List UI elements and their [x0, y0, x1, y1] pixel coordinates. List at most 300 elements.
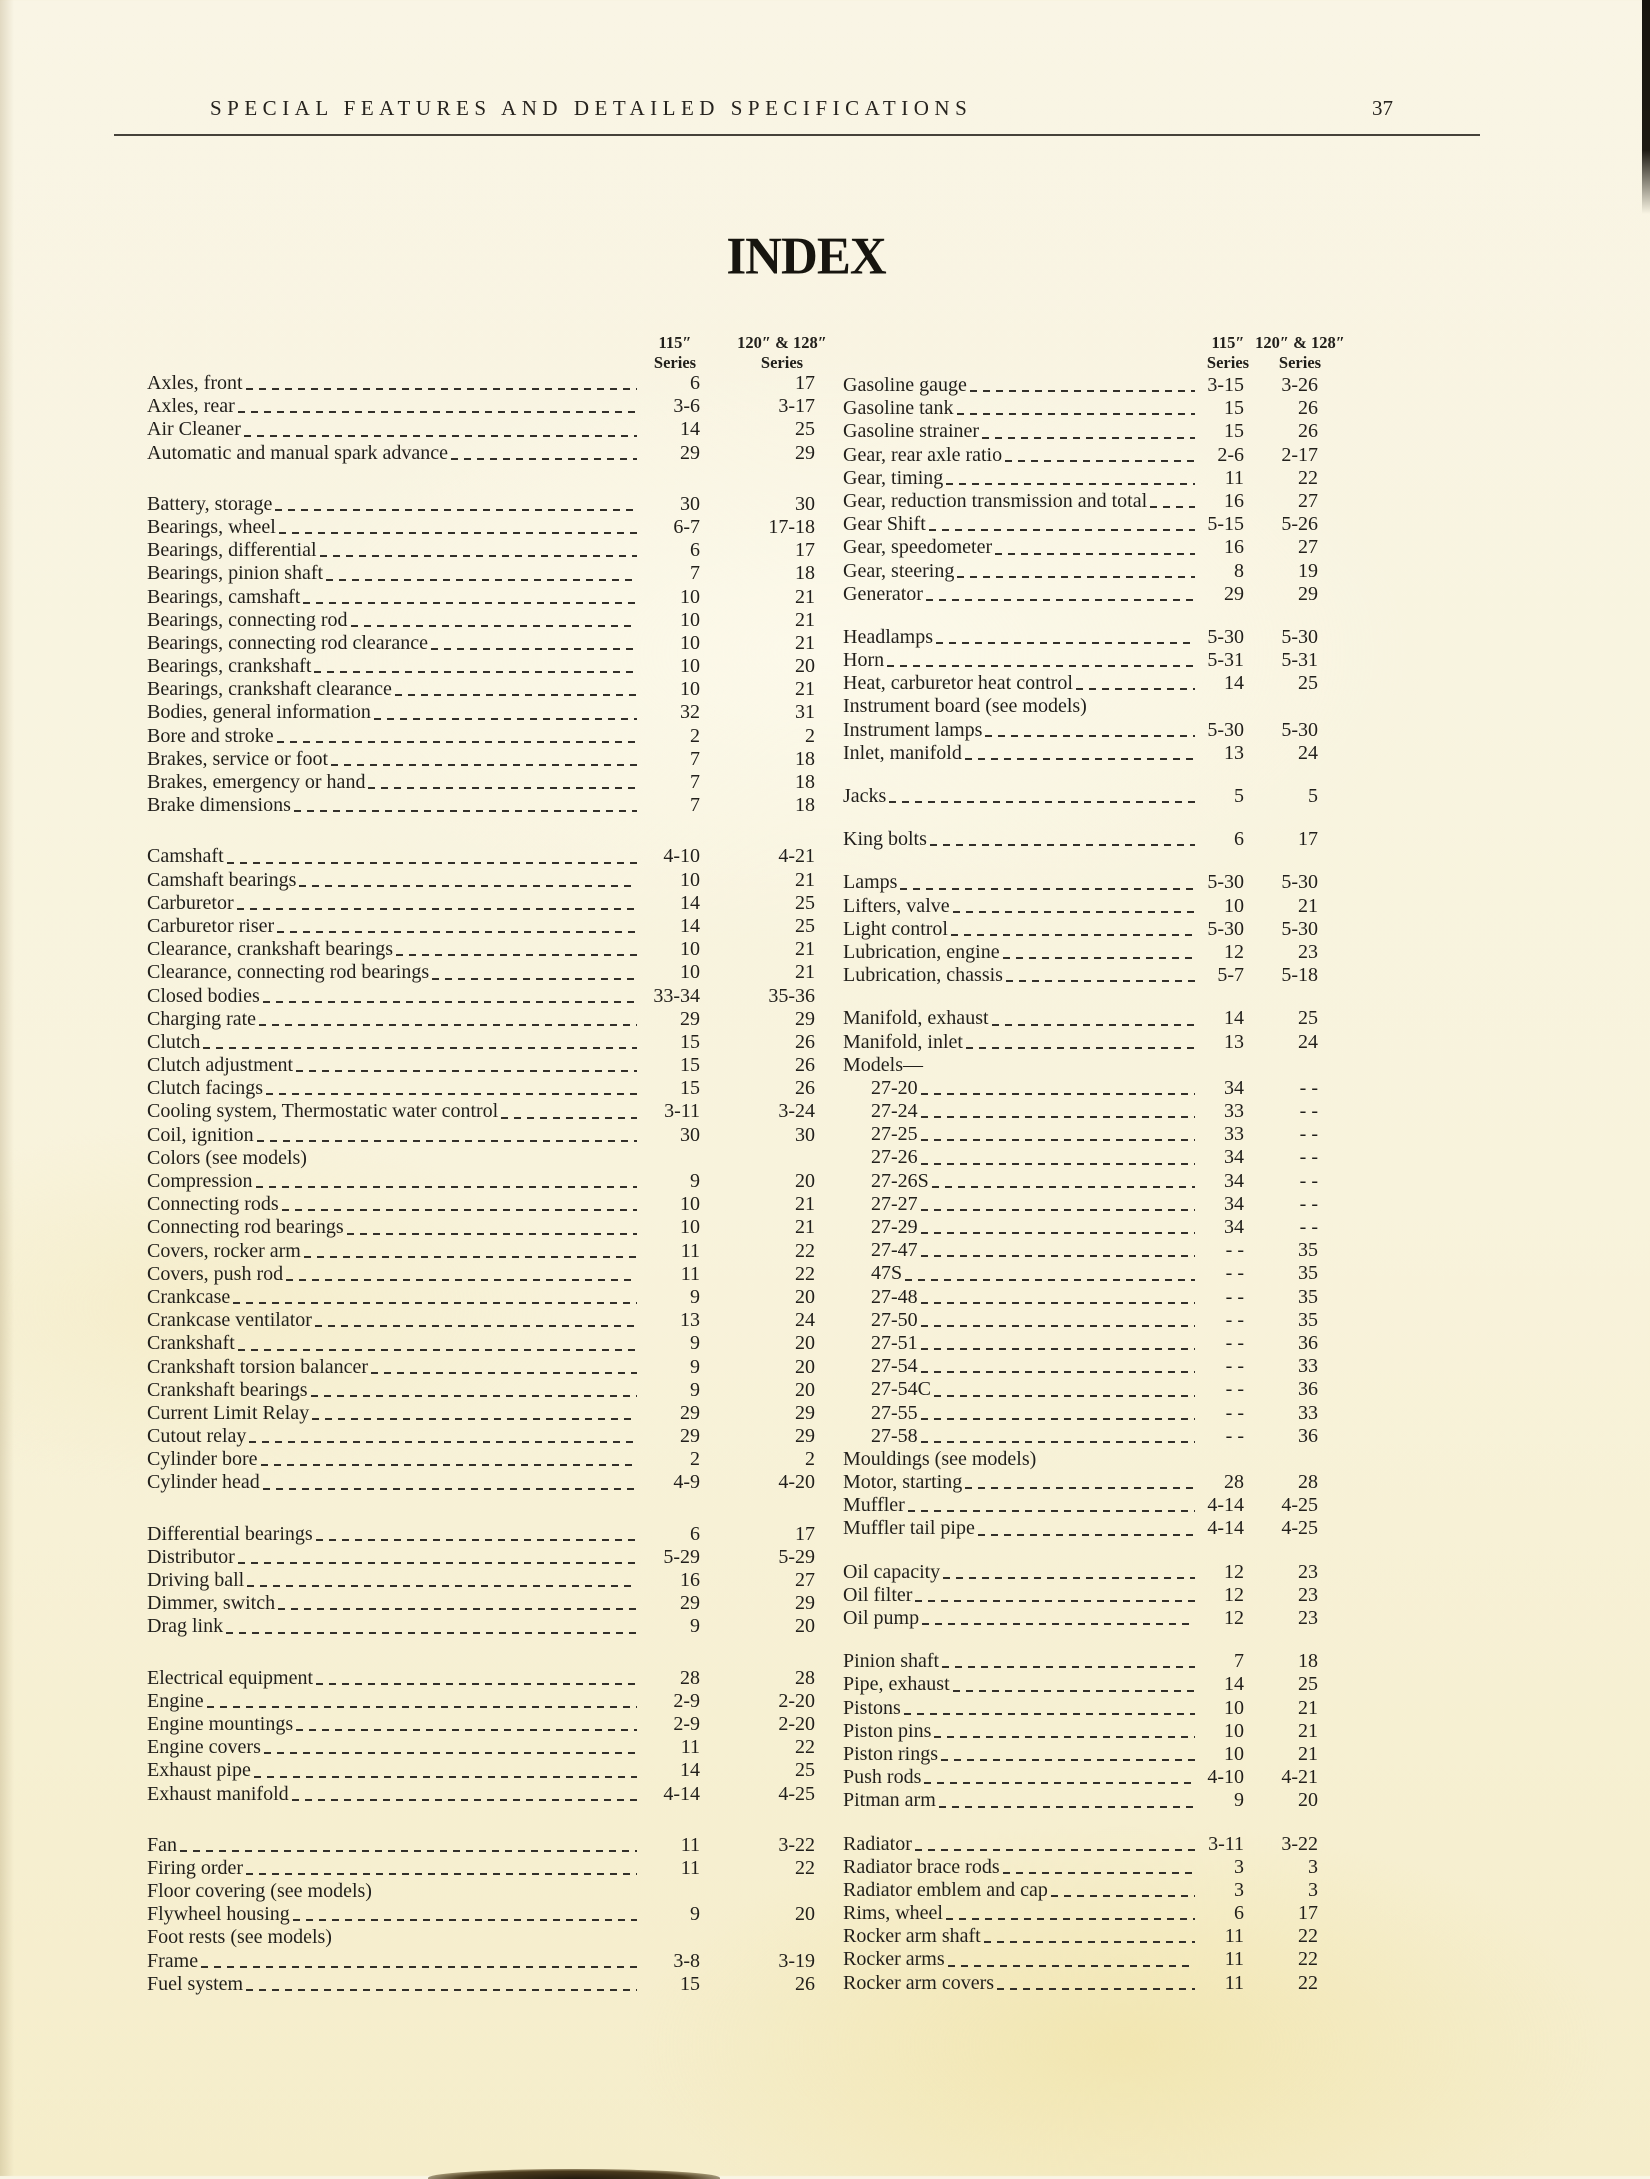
series1-page: 16: [1224, 489, 1244, 512]
entry-label: Exhaust pipe: [147, 1759, 251, 1782]
dot-leader: [985, 735, 1195, 737]
index-row: [843, 1833, 1318, 1856]
index-row: [147, 1170, 815, 1193]
index-group: [147, 1667, 815, 1806]
entry-label: Crankshaft bearings: [147, 1378, 308, 1401]
series2-page: 3-17: [778, 395, 815, 418]
dot-leader: [946, 1918, 1195, 1920]
series1-page: 5-30: [1207, 871, 1244, 894]
series2-page: [1244, 695, 1318, 718]
entry-label: Oil capacity: [843, 1560, 941, 1583]
index-row: [843, 1425, 1318, 1448]
series1-page: 16: [1224, 536, 1244, 559]
entry-label: 27-54C: [871, 1378, 931, 1401]
index-group: [147, 372, 815, 465]
series1-page: 9: [690, 1285, 700, 1308]
row-spacer: [923, 1054, 1200, 1077]
series1-page: 8: [1234, 559, 1244, 582]
series1-page: 9: [690, 1170, 700, 1192]
series1-page: 4-10: [663, 845, 700, 868]
series2-page: 4-25: [778, 1782, 815, 1805]
index-row: [147, 1216, 815, 1239]
dot-leader: [997, 1988, 1195, 1990]
dot-leader: [921, 1139, 1195, 1141]
index-row: [843, 1355, 1318, 1378]
dot-leader: [929, 529, 1195, 531]
entry-label: Engine covers: [147, 1736, 261, 1759]
entry-label: Axles, rear: [147, 395, 235, 418]
dot-leader: [431, 648, 637, 650]
index-row: [147, 1124, 815, 1147]
index-row: [843, 1972, 1318, 1995]
entry-label: Generator: [843, 582, 923, 605]
series1-page: 3-11: [664, 1100, 700, 1123]
entry-label: Manifold, exhaust: [843, 1007, 989, 1030]
index-row: [147, 1008, 815, 1031]
entry-label: Bearings, pinion shaft: [147, 562, 324, 585]
entry-label: Bore and stroke: [147, 724, 274, 747]
index-row: [147, 1379, 815, 1402]
series1-page: 11: [680, 1856, 700, 1879]
dot-leader: [347, 1233, 637, 1235]
series1-page: 10: [680, 608, 700, 631]
dot-leader: [246, 1989, 637, 1991]
entry-label: Air Cleaner: [147, 418, 241, 441]
series1-page: 6: [690, 372, 700, 394]
series1-page: 10: [680, 655, 700, 678]
dot-leader: [247, 1585, 637, 1587]
index-row: [147, 1286, 815, 1309]
dot-leader: [921, 1255, 1195, 1257]
series2-page: 27: [1298, 489, 1318, 512]
index-row: [843, 828, 1318, 851]
index-row: [147, 1880, 815, 1903]
dot-leader: [951, 934, 1195, 936]
dot-leader: [299, 885, 637, 887]
entry-label: Crankcase: [147, 1285, 231, 1308]
index-row: [843, 490, 1318, 513]
entry-label: 27-55: [871, 1401, 918, 1424]
series1-page: - -: [1225, 1424, 1244, 1447]
series1-page: 15: [680, 1054, 700, 1077]
series1-page: 6-7: [673, 515, 700, 538]
entry-label: Bearings, differential: [147, 539, 317, 562]
index-group: [147, 493, 815, 818]
dot-leader: [266, 1093, 637, 1095]
dot-leader: [1005, 460, 1195, 462]
dot-leader: [978, 1534, 1195, 1536]
series2-page: 21: [1298, 894, 1318, 917]
series1-page: 5-31: [1207, 649, 1244, 672]
index-group: [147, 1523, 815, 1639]
index-row: [843, 964, 1318, 987]
series1-page: 11: [680, 1239, 700, 1262]
index-row: [843, 1697, 1318, 1720]
index-row: [147, 1615, 815, 1638]
entry-label: Axles, front: [147, 372, 243, 394]
entry-label: Bearings, connecting rod: [147, 608, 348, 631]
dot-leader: [311, 1395, 637, 1397]
entry-label: Colors (see models): [147, 1146, 307, 1169]
index-row: [843, 941, 1318, 964]
series1-page: 3-11: [1208, 1832, 1244, 1855]
series1-page: 10: [1224, 1719, 1244, 1742]
index-row: [843, 1584, 1318, 1607]
entry-label: Engine: [147, 1689, 204, 1712]
index-row: [147, 915, 815, 938]
series2-page: [700, 1926, 815, 1949]
index-row: [147, 632, 815, 655]
series1-page: 28: [1224, 1471, 1244, 1494]
entry-label: Gasoline tank: [843, 397, 954, 420]
series1-size: 115″: [658, 333, 692, 352]
series1-page: 11: [680, 1736, 700, 1759]
dot-leader: [1006, 980, 1195, 982]
series1-page: 14: [680, 891, 700, 914]
entry-label: Rocker arm covers: [843, 1971, 995, 1994]
index-row: [147, 771, 815, 794]
series2-page: 2: [805, 724, 815, 747]
series2-page: 31: [795, 701, 815, 724]
row-spacer: [307, 1147, 642, 1170]
entry-label: Clearance, crankshaft bearings: [147, 938, 393, 961]
dot-leader: [922, 1623, 1195, 1625]
series2-page: 29: [795, 1425, 815, 1448]
series1-page: 33: [1224, 1123, 1244, 1146]
dot-leader: [965, 1487, 1195, 1489]
index-row: [843, 1077, 1318, 1100]
dot-leader: [921, 1116, 1195, 1118]
series1-page: 5: [1234, 785, 1244, 807]
series2-page: 29: [1298, 582, 1318, 605]
entry-label: Gear, steering: [843, 559, 955, 582]
series1-page: 4-10: [1207, 1766, 1244, 1789]
dot-leader: [970, 390, 1195, 392]
index-row: [147, 1667, 815, 1690]
index-row: [147, 1834, 815, 1857]
series2-page: 2-20: [778, 1712, 815, 1735]
dot-leader: [326, 579, 637, 581]
entry-label: Gear, timing: [843, 466, 944, 489]
entry-label: Firing order: [147, 1856, 244, 1879]
series2-page: 20: [795, 1332, 815, 1355]
entry-label: 27-58: [871, 1424, 918, 1447]
series2-page: 21: [1298, 1719, 1318, 1742]
series1-page: 10: [680, 961, 700, 984]
entry-label: Piston rings: [843, 1742, 939, 1765]
entry-label: Crankshaft: [147, 1332, 235, 1355]
series2-page: 17: [1298, 828, 1318, 851]
index-row: [147, 725, 815, 748]
series2-page: 35: [1298, 1262, 1318, 1285]
dot-leader: [304, 1256, 637, 1258]
entry-label: Brakes, emergency or hand: [147, 771, 366, 793]
row-spacer: [332, 1926, 642, 1949]
series1-page: 10: [680, 868, 700, 891]
series2-page: 3: [1308, 1878, 1318, 1901]
series1-page: [642, 1926, 700, 1949]
series1-page: 34: [1224, 1146, 1244, 1169]
entry-label: 27-47: [871, 1239, 918, 1262]
index-row: [843, 1766, 1318, 1789]
index-row: [147, 1471, 815, 1494]
entry-label: Closed bodies: [147, 984, 260, 1007]
series2-page: 20: [795, 1285, 815, 1308]
series2-size: 120″ & 128″: [1255, 333, 1345, 352]
series1-word: Series: [1206, 352, 1250, 372]
index-row: [843, 1789, 1318, 1812]
series2-page: 26: [795, 1077, 815, 1100]
index-row: [147, 1857, 815, 1880]
index-row: [843, 1031, 1318, 1054]
index-row: [147, 985, 815, 1008]
series1-page: 13: [1224, 741, 1244, 764]
dot-leader: [296, 1729, 637, 1731]
entry-label: 47S: [871, 1262, 903, 1285]
index-row: [147, 1240, 815, 1263]
series2-page: 22: [795, 1856, 815, 1879]
series2-page: 30: [795, 1123, 815, 1146]
dot-leader: [887, 665, 1195, 667]
series2-page: 18: [795, 771, 815, 793]
series2-page: 22: [795, 1736, 815, 1759]
dot-leader: [921, 1232, 1195, 1234]
index-row: [843, 1309, 1318, 1332]
series1-page: 11: [680, 1833, 700, 1856]
series1-page: 34: [1224, 1169, 1244, 1192]
series2-page: 5-30: [1281, 625, 1318, 648]
index-row: [843, 1607, 1318, 1630]
dot-leader: [943, 1577, 1195, 1579]
index-row: [147, 1402, 815, 1425]
dot-leader: [254, 1776, 637, 1778]
index-row: [843, 536, 1318, 559]
series1-page: 15: [680, 1077, 700, 1100]
series1-page: 12: [1224, 1583, 1244, 1606]
dot-leader: [331, 764, 637, 766]
series2-size: 120″ & 128″: [737, 333, 827, 352]
dot-leader: [316, 1683, 637, 1685]
dot-leader: [965, 758, 1195, 760]
dot-leader: [396, 954, 637, 956]
dot-leader: [278, 1608, 637, 1610]
index-group: [843, 1561, 1318, 1631]
index-row: [147, 1523, 815, 1546]
entry-label: Crankshaft torsion balancer: [147, 1355, 369, 1378]
entry-label: Covers, push rod: [147, 1262, 284, 1285]
series1-size: 115″: [1211, 333, 1245, 352]
entry-label: Flywheel housing: [147, 1903, 290, 1926]
dot-leader: [249, 1441, 637, 1443]
entry-label: Connecting rod bearings: [147, 1216, 344, 1239]
series1-page: 5-30: [1207, 625, 1244, 648]
index-row: [147, 794, 815, 817]
entry-label: 27-25: [871, 1123, 918, 1146]
index-row: [147, 442, 815, 465]
series1-page: [642, 1880, 700, 1903]
dot-leader: [942, 1666, 1195, 1668]
dot-leader: [948, 1965, 1195, 1967]
series1-page: 6: [1234, 1902, 1244, 1925]
index-row: [843, 1925, 1318, 1948]
series1-page: 33: [1224, 1100, 1244, 1123]
dot-leader: [246, 388, 637, 390]
index-row: [843, 1123, 1318, 1146]
dot-leader: [921, 1371, 1195, 1373]
dot-leader: [982, 437, 1195, 439]
series2-page: 23: [1298, 940, 1318, 963]
series1-page: 4-14: [1207, 1517, 1244, 1540]
series2-page: 28: [1298, 1471, 1318, 1494]
series1-page: 29: [680, 441, 700, 464]
index-row: [843, 649, 1318, 672]
series1-page: - -: [1225, 1378, 1244, 1401]
entry-label: Rocker arms: [843, 1948, 945, 1971]
index-row: [843, 1879, 1318, 1902]
series1-page: 14: [1224, 672, 1244, 695]
series2-page: 23: [1298, 1583, 1318, 1606]
series1-page: 2-9: [673, 1689, 700, 1712]
index-row: [843, 1262, 1318, 1285]
series2-page: 21: [795, 631, 815, 654]
series1-page: 5-30: [1207, 718, 1244, 741]
index-group: [843, 374, 1318, 606]
index-row: [147, 655, 815, 678]
entry-label: 27-26: [871, 1146, 918, 1169]
entry-label: Carburetor: [147, 891, 234, 914]
index-row: [843, 895, 1318, 918]
entry-label: Push rods: [843, 1766, 922, 1789]
series2-page: 20: [795, 1170, 815, 1192]
series2-page: 21: [1298, 1742, 1318, 1765]
index-row: [147, 1147, 815, 1170]
entry-label: Piston pins: [843, 1719, 932, 1742]
entry-label: Crankcase ventilator: [147, 1309, 312, 1332]
series2-page: 25: [1298, 672, 1318, 695]
index-right-column: [843, 374, 1318, 1995]
series1-page: [1200, 1054, 1244, 1077]
scan-bottom-smudge-artifact: [428, 2169, 720, 2179]
index-row: [147, 372, 815, 395]
entry-label: 27-48: [871, 1285, 918, 1308]
row-spacer: [1036, 1448, 1200, 1471]
series2-page: 3-19: [778, 1949, 815, 1972]
dot-leader: [451, 458, 637, 460]
series2-page: 21: [795, 1216, 815, 1239]
series1-page: 7: [1234, 1650, 1244, 1673]
series2-page: 2: [805, 1448, 815, 1471]
dot-leader: [233, 1302, 637, 1304]
dot-leader: [905, 1279, 1195, 1281]
series2-page: 25: [795, 891, 815, 914]
series1-page: 3: [1234, 1855, 1244, 1878]
series1-page: - -: [1225, 1285, 1244, 1308]
index-row: [147, 516, 815, 539]
index-row: [147, 845, 815, 868]
entry-label: Clearance, connecting rod bearings: [147, 961, 430, 984]
series1-page: 4-9: [673, 1471, 700, 1494]
series1-page: 30: [680, 492, 700, 515]
series1-page: 2-9: [673, 1712, 700, 1735]
dot-leader: [915, 1600, 1195, 1602]
series2-page: - -: [1299, 1100, 1318, 1123]
series2-page: 22: [1298, 1971, 1318, 1994]
series1-page: 11: [680, 1262, 700, 1285]
index-row: [843, 1054, 1318, 1077]
entry-label: Bodies, general information: [147, 701, 371, 724]
index-row: [147, 1903, 815, 1926]
index-row: [843, 374, 1318, 397]
series2-page: 3-22: [1281, 1832, 1318, 1855]
entry-label: Lamps: [843, 871, 898, 894]
series2-page: 24: [1298, 1030, 1318, 1053]
entry-label: 27-50: [871, 1308, 918, 1331]
dot-leader: [257, 1140, 637, 1142]
series1-page: 12: [1224, 940, 1244, 963]
series2-page: 18: [795, 747, 815, 770]
series1-page: 32: [680, 701, 700, 724]
series2-page: - -: [1299, 1216, 1318, 1238]
index-row: [843, 1378, 1318, 1401]
index-row: [843, 1239, 1318, 1262]
series1-page: 10: [680, 1193, 700, 1216]
entry-label: Lifters, valve: [843, 894, 950, 917]
dot-leader: [953, 1690, 1195, 1692]
series2-page: 25: [1298, 1007, 1318, 1030]
series2-page: 22: [795, 1262, 815, 1285]
entry-label: Clutch facings: [147, 1077, 264, 1100]
series2-page: 3-24: [778, 1100, 815, 1123]
entry-label: 27-29: [871, 1216, 918, 1238]
index-row: [147, 1193, 815, 1216]
dot-leader: [915, 1849, 1195, 1851]
page-title: INDEX: [726, 227, 886, 287]
entry-label: Compression: [147, 1170, 253, 1192]
dot-leader: [207, 1706, 637, 1708]
dot-leader: [312, 1418, 637, 1420]
series1-page: 3-15: [1207, 374, 1244, 396]
index-row: [843, 1902, 1318, 1925]
series2-page: 33: [1298, 1355, 1318, 1378]
entry-label: Pinion shaft: [843, 1650, 940, 1673]
index-left-column: [147, 372, 815, 1996]
index-row: [843, 1170, 1318, 1193]
dot-leader: [924, 1782, 1195, 1784]
series1-page: - -: [1225, 1308, 1244, 1331]
entry-label: Lubrication, engine: [843, 940, 1000, 963]
series2-page: 25: [795, 418, 815, 441]
series2-page: 25: [1298, 1673, 1318, 1696]
series1-page: 15: [1224, 420, 1244, 443]
dot-leader: [921, 1325, 1195, 1327]
dot-leader: [263, 1488, 637, 1490]
series2-page: 28: [795, 1666, 815, 1689]
dot-leader: [282, 1209, 637, 1211]
index-row: [843, 1673, 1318, 1696]
dot-leader: [995, 553, 1195, 555]
entry-label: Gasoline gauge: [843, 374, 967, 396]
entry-label: Pitman arm: [843, 1789, 936, 1812]
series2-page: 20: [795, 1615, 815, 1638]
entry-label: Engine mountings: [147, 1712, 294, 1735]
series2-page: 5-18: [1281, 964, 1318, 987]
entry-label: Foot rests (see models): [147, 1926, 332, 1949]
series2-page: - -: [1299, 1076, 1318, 1099]
series1-page: 29: [680, 1401, 700, 1424]
series1-page: 5-30: [1207, 917, 1244, 940]
dot-leader: [946, 483, 1195, 485]
series2-page: 17: [1298, 1902, 1318, 1925]
